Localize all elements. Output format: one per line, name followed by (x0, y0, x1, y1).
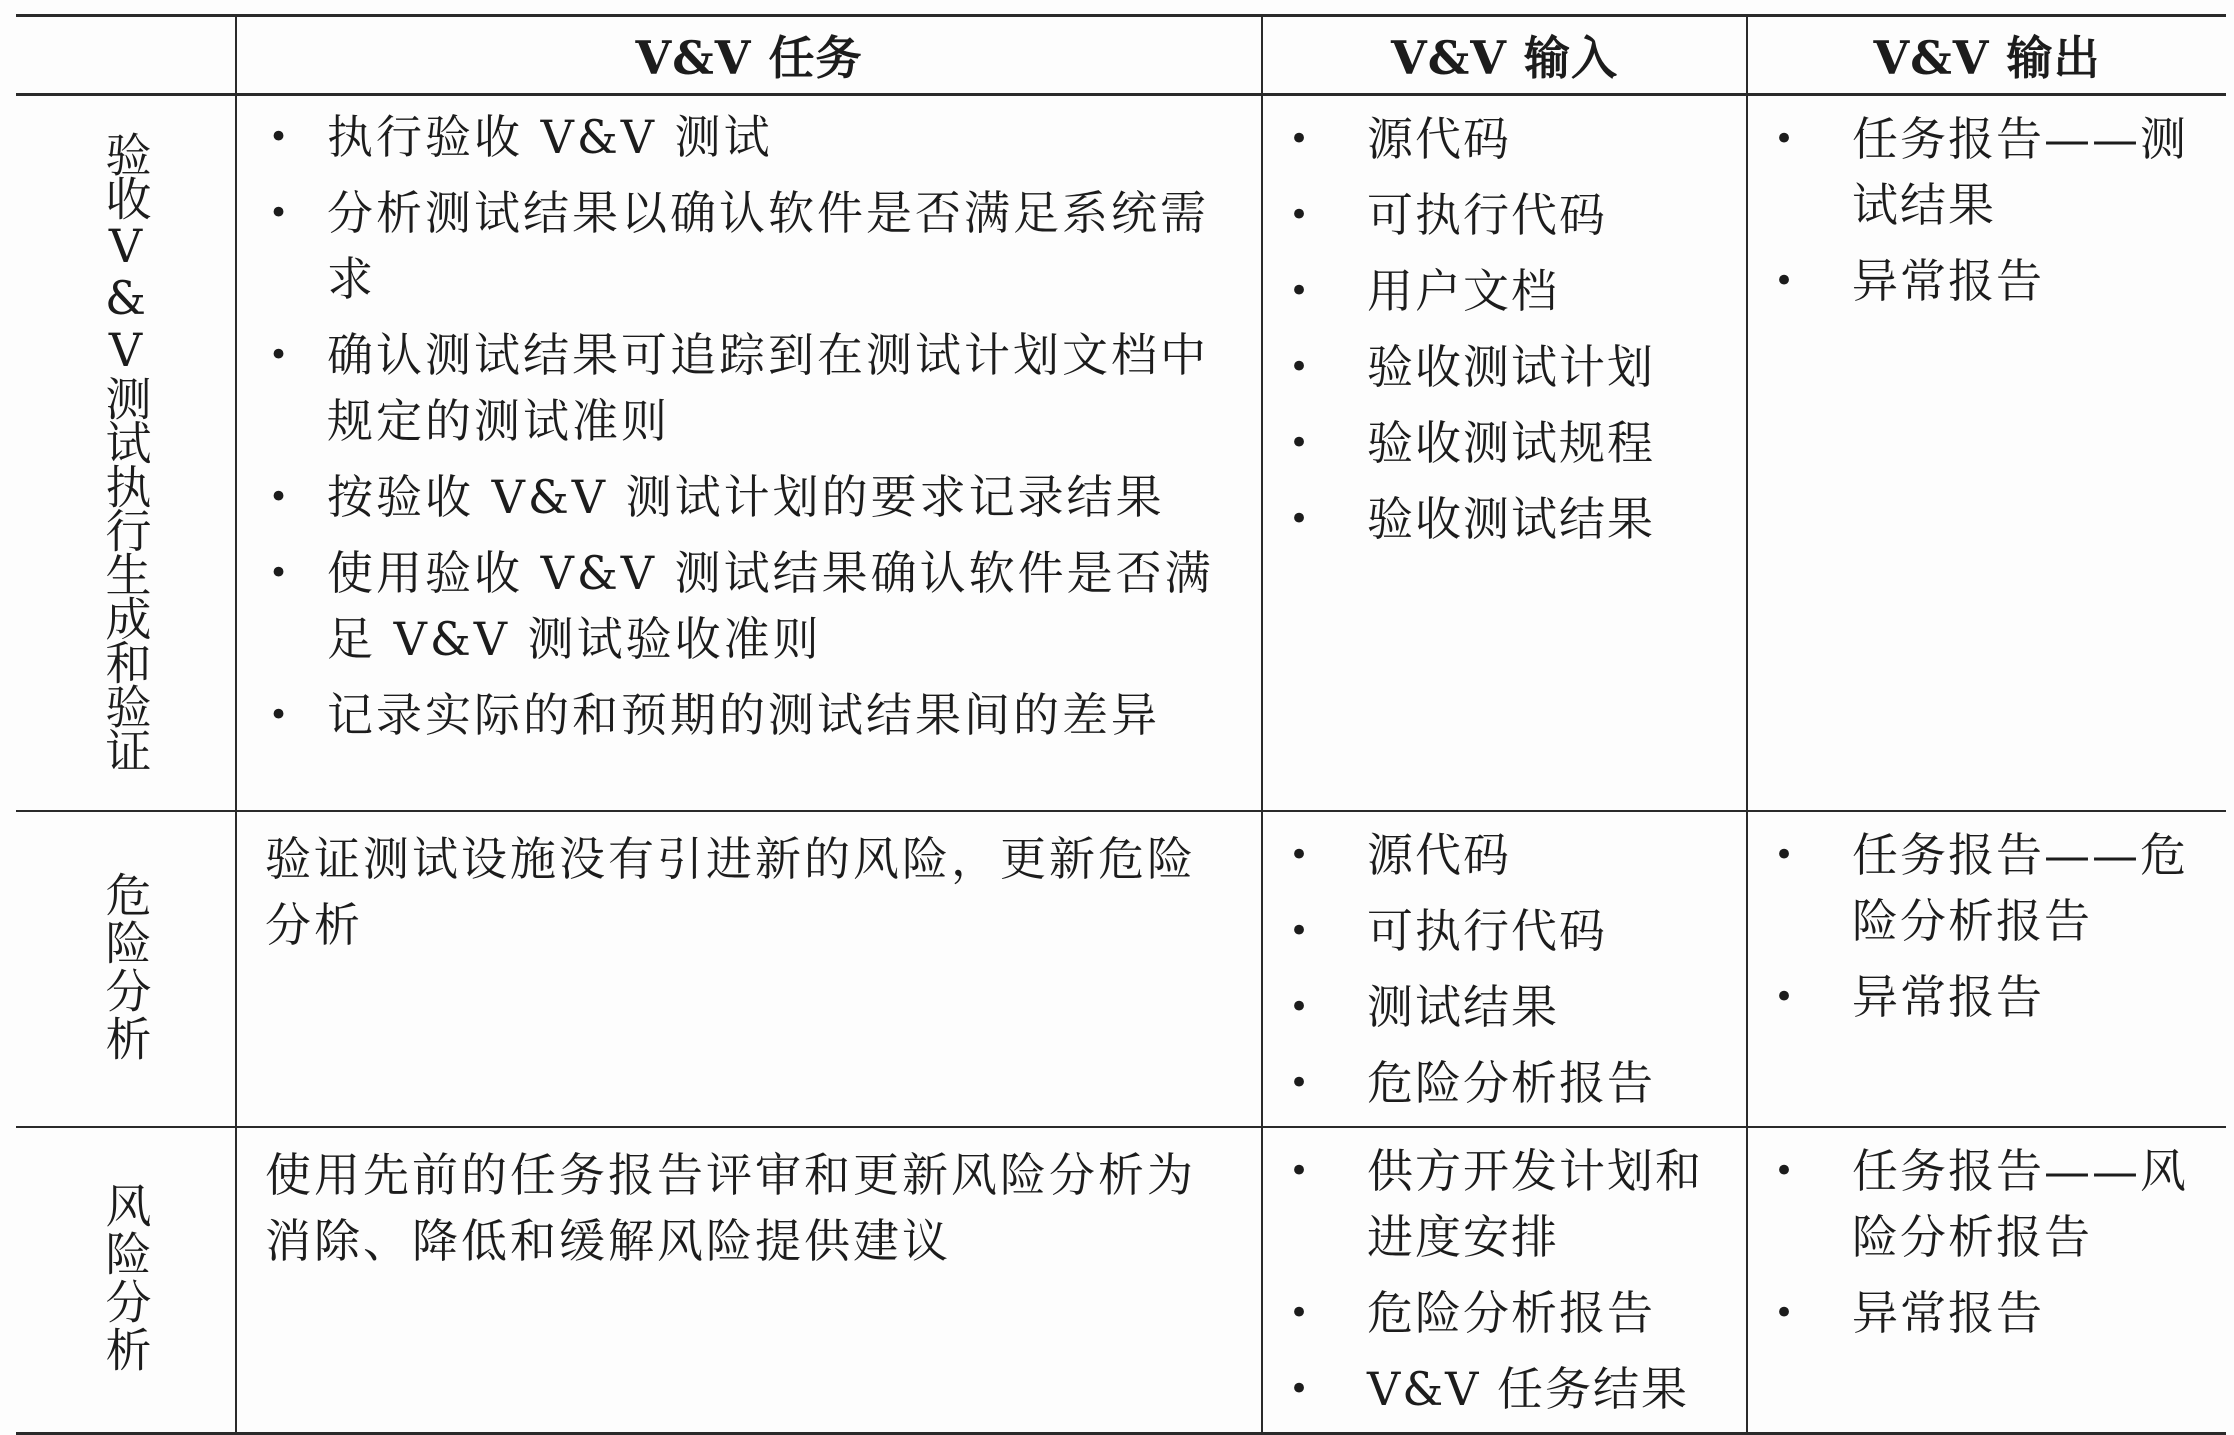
bullet-icon: • (268, 553, 292, 593)
header-row (16, 16, 2226, 95)
list-item: • 异常报告 (1770, 248, 2216, 314)
list-item: • 执行验收 V&V 测试 (265, 104, 1237, 170)
list-item: • 使用验收 V&V 测试结果确认软件是否满足 V&V 测试验收准则 (265, 540, 1237, 672)
bullet-icon: • (1288, 834, 1312, 875)
table-row (16, 811, 2226, 1127)
header-input: V&V 输入 (1262, 16, 1747, 95)
list-item: • 任务报告——风险分析报告 (1770, 1138, 2216, 1270)
bullet-icon: • (1288, 119, 1312, 159)
activity-label: 危险分析 (98, 870, 153, 1063)
list-item: • 测试结果 (1285, 974, 1736, 1040)
list-item: • 用户文档 (1285, 258, 1736, 324)
header-activity-cell (16, 16, 236, 95)
activity-label: 验收V&V测试执行生成和验证 (98, 130, 153, 771)
bullet-icon: • (1288, 986, 1312, 1027)
list-item: • 验收测试规程 (1285, 410, 1736, 476)
output-cell (1747, 811, 2226, 1127)
input-list (1263, 96, 1746, 552)
input-list (1263, 812, 1746, 1116)
activity-cell (16, 1127, 236, 1434)
bullet-icon: • (268, 193, 292, 233)
bullet-icon: • (1288, 347, 1312, 387)
bullet-icon: • (268, 335, 292, 375)
task-cell (236, 95, 1262, 811)
list-item: • 源代码 (1285, 106, 1736, 172)
list-item: • 可执行代码 (1285, 182, 1736, 248)
list-item: • 按验收 V&V 测试计划的要求记录结果 (265, 464, 1237, 530)
bullet-icon: • (1288, 195, 1312, 235)
activity-cell (16, 95, 236, 811)
input-list (1263, 1128, 1746, 1422)
bullet-icon: • (1288, 1368, 1312, 1409)
output-cell (1747, 95, 2226, 811)
list-item: • V&V 任务结果 (1285, 1356, 1736, 1422)
input-cell (1262, 811, 1747, 1127)
task-cell (236, 1127, 1262, 1434)
table-row (16, 95, 2226, 811)
task-list (237, 96, 1261, 748)
bullet-icon: • (1773, 1292, 1797, 1333)
list-item: • 源代码 (1285, 822, 1736, 888)
bullet-icon: • (268, 117, 292, 157)
output-list (1748, 1128, 2226, 1346)
input-cell (1262, 95, 1747, 811)
header-output: V&V 输出 (1747, 16, 2226, 95)
task-text: 验证测试设施没有引进新的风险，更新危险分析 (265, 831, 1196, 952)
bullet-icon: • (1773, 119, 1797, 159)
bullet-icon: • (1288, 499, 1312, 539)
activity-label: 风险分析 (98, 1181, 153, 1374)
list-item: • 验收测试计划 (1285, 334, 1736, 400)
output-cell (1747, 1127, 2226, 1434)
bullet-icon: • (1288, 1062, 1312, 1103)
list-item: • 异常报告 (1770, 964, 2216, 1030)
list-item: • 任务报告——危险分析报告 (1770, 822, 2216, 954)
header-task: V&V 任务 (236, 16, 1262, 95)
list-item: • 验收测试结果 (1285, 486, 1736, 552)
bullet-icon: • (268, 477, 292, 517)
bullet-icon: • (268, 695, 292, 735)
input-cell (1262, 1127, 1747, 1434)
activity-cell (16, 811, 236, 1127)
table-row (16, 1127, 2226, 1434)
list-item: • 供方开发计划和进度安排 (1285, 1138, 1736, 1270)
list-item: • 可执行代码 (1285, 898, 1736, 964)
list-item: • 危险分析报告 (1285, 1050, 1736, 1116)
list-item: • 记录实际的和预期的测试结果间的差异 (265, 682, 1237, 748)
task-cell (236, 811, 1262, 1127)
vv-task-table (16, 14, 2226, 1435)
output-list (1748, 96, 2226, 314)
bullet-icon: • (1288, 1292, 1312, 1333)
list-item: • 任务报告——测试结果 (1770, 106, 2216, 238)
bullet-icon: • (1773, 834, 1797, 875)
list-item: • 确认测试结果可追踪到在测试计划文档中规定的测试准则 (265, 322, 1237, 454)
bullet-icon: • (1288, 423, 1312, 463)
list-item: • 分析测试结果以确认软件是否满足系统需求 (265, 180, 1237, 312)
list-item: • 异常报告 (1770, 1280, 2216, 1346)
bullet-icon: • (1773, 1150, 1797, 1191)
task-text: 使用先前的任务报告评审和更新风险分析为消除、降低和缓解风险提供建议 (265, 1147, 1196, 1268)
bullet-icon: • (1773, 261, 1797, 301)
bullet-icon: • (1288, 271, 1312, 311)
list-item: • 危险分析报告 (1285, 1280, 1736, 1346)
bullet-icon: • (1288, 1150, 1312, 1191)
output-list (1748, 812, 2226, 1030)
bullet-icon: • (1773, 976, 1797, 1017)
bullet-icon: • (1288, 910, 1312, 951)
